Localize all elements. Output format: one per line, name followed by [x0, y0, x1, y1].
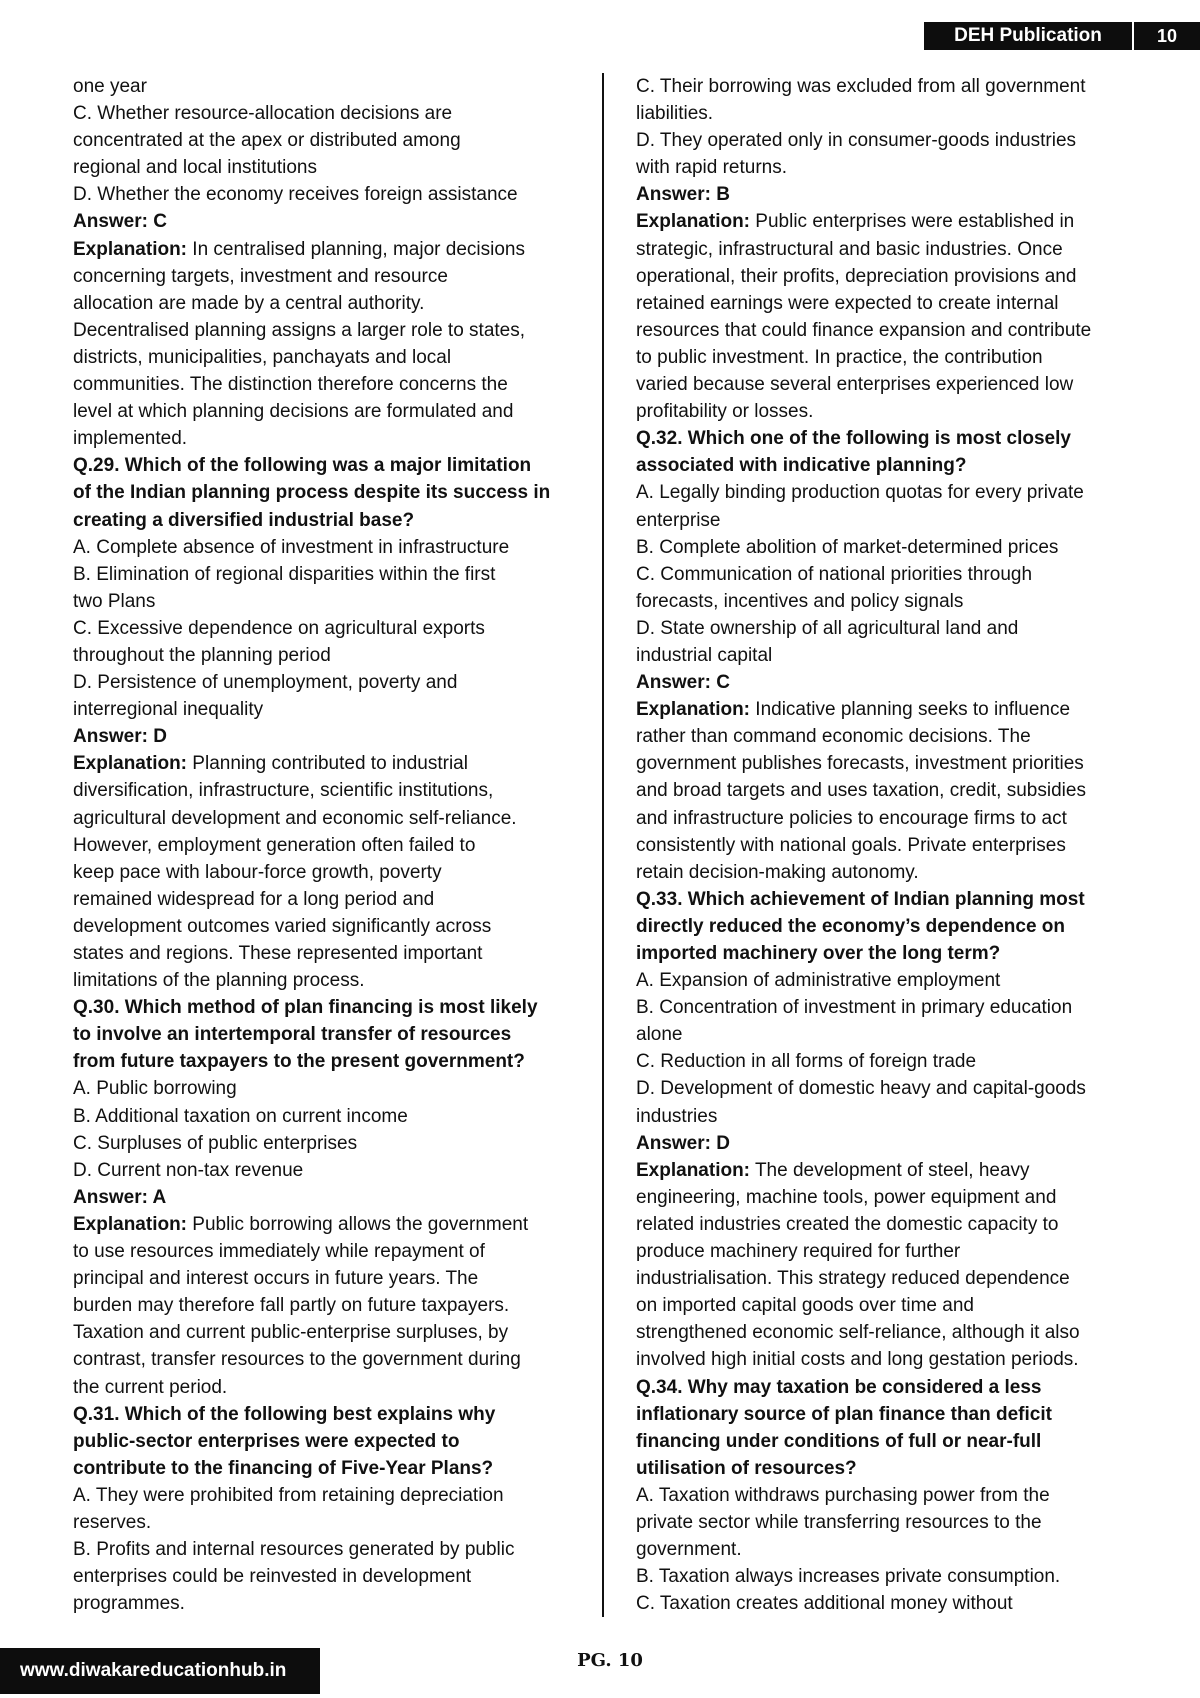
text-line: concerning targets, investment and resource — [73, 265, 448, 287]
text-line: agricultural development and economic self-reliance. — [73, 807, 517, 829]
text-line: level at which planning decisions are formulated and — [73, 401, 514, 423]
text-line: D. Development of domestic heavy and capital-goods — [636, 1078, 1086, 1100]
text-line: C. Whether resource-allocation decisions are — [73, 103, 453, 125]
publication-label: DEH Publication — [924, 22, 1132, 50]
text-line: B. Complete abolition of market-determined prices — [636, 536, 1059, 558]
text-line: C. Taxation creates additional money without — [636, 1593, 1013, 1615]
text-line: inflationary source of plan finance than deficit — [636, 1403, 1052, 1425]
text-line: involved high initial costs and long gestation periods. — [636, 1349, 1079, 1371]
text-line: profitability or losses. — [636, 401, 814, 423]
text-line: states and regions. These represented important — [73, 943, 483, 964]
text-line: public-sector enterprises were expected to — [73, 1430, 460, 1452]
text-line: liabilities. — [636, 103, 714, 125]
text-line: communities. The distinction therefore concerns the — [73, 374, 508, 396]
text-line: B. Concentration of investment in primary education — [636, 997, 1073, 1019]
text-line: C. Their borrowing was excluded from all government — [636, 76, 1086, 97]
text-line: burden may therefore fall partly on future taxpayers. — [73, 1295, 510, 1317]
text-line: to public investment. In practice, the contribution — [636, 346, 1043, 368]
explanation-text: Planning contributed to industrial — [187, 753, 468, 775]
text-line: Answer: D — [73, 726, 167, 748]
text-line: C. Surpluses of public enterprises — [73, 1132, 358, 1154]
explanation-text: Indicative planning seeks to influence — [750, 699, 1071, 721]
text-line: A. Taxation withdraws purchasing power from the — [636, 1484, 1050, 1506]
text-line: strengthened economic self-reliance, although it also — [636, 1322, 1080, 1344]
text-line: Decentralised planning assigns a larger role to states, — [73, 319, 526, 341]
text-line: keep pace with labour-force growth, poverty — [73, 861, 442, 883]
text-line: A. Expansion of administrative employment — [636, 970, 1001, 992]
text-line: Q.32. Which one of the following is most closely — [636, 428, 1071, 450]
text-line: alone — [636, 1024, 683, 1046]
text-line: Q.31. Which of the following best explains why — [73, 1403, 496, 1425]
text-line: allocation are made by a central authority. — [73, 292, 425, 314]
text-line: C. Reduction in all forms of foreign trade — [636, 1051, 977, 1073]
text-line: enterprise — [636, 509, 721, 531]
text-line: reserves. — [73, 1511, 152, 1533]
text-line: to use resources immediately while repayment of — [73, 1241, 485, 1263]
text-line: Answer: A — [73, 1186, 167, 1208]
text-line: the current period. — [73, 1376, 228, 1398]
footer-page-label: PG. 10 — [577, 1650, 643, 1671]
text-line: B. Additional taxation on current income — [73, 1105, 408, 1127]
text-line: operational, their profits, depreciation provisions and — [636, 265, 1077, 287]
explanation-label: Explanation: — [73, 238, 188, 260]
text-line: throughout the planning period — [73, 644, 331, 666]
text-line: two Plans — [73, 590, 156, 612]
text-line: associated with indicative planning? — [636, 455, 967, 477]
text-line: industrial capital — [636, 644, 773, 666]
page-number-badge: 10 — [1134, 22, 1200, 50]
text-line: with rapid returns. — [636, 157, 788, 179]
text-line: contrast, transfer resources to the government during — [73, 1349, 521, 1371]
text-line: resources that could finance expansion and contribute — [636, 319, 1092, 341]
text-line — [636, 1157, 1136, 1184]
text-line: strategic, infrastructural and basic industries. Once — [636, 238, 1063, 260]
text-line: A. Public borrowing — [73, 1078, 237, 1100]
text-line: districts, municipalities, panchayats and local — [73, 346, 452, 368]
text-line: produce machinery required for further — [636, 1241, 961, 1263]
text-line: Taxation and current public-enterprise surpluses, by — [73, 1322, 509, 1344]
text-line: imported machinery over the long term? — [636, 943, 1001, 964]
text-line: directly reduced the economy’s dependence on — [636, 915, 1066, 937]
right-column — [636, 73, 1136, 1617]
text-line: programmes. — [73, 1593, 185, 1615]
explanation-label: Explanation: — [636, 211, 751, 233]
text-line: However, employment generation often failed to — [73, 834, 476, 856]
text-line: from future taxpayers to the present government? — [73, 1051, 525, 1073]
website-link[interactable]: www.diwakareducationhub.in — [0, 1648, 320, 1694]
text-line: financing under conditions of full or near-full — [636, 1430, 1042, 1452]
explanation-label: Explanation: — [73, 753, 188, 775]
text-line: interregional inequality — [73, 699, 264, 721]
column-divider — [602, 73, 604, 1617]
text-line: related industries created the domestic capacity to — [636, 1213, 1059, 1235]
text-line — [636, 208, 1136, 235]
text-line: Q.33. Which achievement of Indian planning most — [636, 888, 1085, 910]
text-line: A. Complete absence of investment in infrastructure — [73, 536, 510, 558]
text-line: Q.29. Which of the following was a major limitation — [73, 455, 532, 477]
text-line: Q.30. Which method of plan financing is most likely — [73, 997, 538, 1019]
text-line: of the Indian planning process despite its success in — [73, 482, 551, 504]
explanation-label: Explanation: — [73, 1213, 188, 1235]
text-line: implemented. — [73, 428, 188, 450]
explanation-label: Explanation: — [636, 699, 751, 721]
text-line: limitations of the planning process. — [73, 970, 365, 992]
text-line: remained widespread for a long period and — [73, 888, 435, 910]
explanation-text: In centralised planning, major decisions — [187, 238, 525, 260]
text-line: industries — [636, 1105, 718, 1127]
text-line: D. State ownership of all agricultural land and — [636, 617, 1019, 639]
text-line: Answer: D — [636, 1132, 730, 1154]
text-line: B. Profits and internal resources generated by public — [73, 1539, 515, 1561]
text-line: retain decision-making autonomy. — [636, 861, 919, 883]
text-line: regional and local institutions — [73, 157, 317, 179]
text-line: utilisation of resources? — [636, 1457, 857, 1479]
text-line: and broad targets and uses taxation, credit, subsidies — [636, 780, 1086, 802]
text-line: forecasts, incentives and policy signals — [636, 590, 964, 612]
text-line — [73, 750, 565, 777]
explanation-text: Public enterprises were established in — [750, 211, 1075, 233]
text-line: D. They operated only in consumer-goods industries — [636, 130, 1077, 152]
text-line: C. Communication of national priorities through — [636, 563, 1033, 585]
text-line: B. Elimination of regional disparities within the first — [73, 563, 496, 585]
text-line: and infrastructure policies to encourage firms to act — [636, 807, 1067, 829]
text-line: rather than command economic decisions. The — [636, 726, 1031, 748]
text-line: government. — [636, 1539, 742, 1561]
text-line: to involve an intertemporal transfer of resources — [73, 1024, 512, 1046]
text-line: D. Persistence of unemployment, poverty and — [73, 672, 458, 694]
text-line: concentrated at the apex or distributed among — [73, 130, 461, 152]
text-line: D. Current non-tax revenue — [73, 1159, 304, 1181]
text-line: on imported capital goods over time and — [636, 1295, 974, 1317]
text-line: retained earnings were expected to create internal — [636, 292, 1059, 314]
text-line: Answer: B — [636, 184, 730, 206]
text-line: varied because several enterprises experienced low — [636, 374, 1074, 396]
text-line: private sector while transferring resources to the — [636, 1511, 1042, 1533]
text-line: contribute to the financing of Five-Year Plans? — [73, 1457, 494, 1479]
text-line: Q.34. Why may taxation be considered a less — [636, 1376, 1042, 1398]
text-line — [73, 1211, 565, 1238]
text-line: C. Excessive dependence on agricultural exports — [73, 617, 485, 639]
text-line: consistently with national goals. Private enterprises — [636, 834, 1066, 856]
text-line: industrialisation. This strategy reduced dependence — [636, 1268, 1070, 1290]
text-line: A. Legally binding production quotas for every private — [636, 482, 1084, 504]
explanation-label: Explanation: — [636, 1159, 751, 1181]
text-line: Answer: C — [636, 672, 730, 694]
text-line: engineering, machine tools, power equipment and — [636, 1186, 1057, 1208]
text-line: A. They were prohibited from retaining depreciation — [73, 1484, 504, 1506]
text-line: D. Whether the economy receives foreign assistance — [73, 184, 518, 206]
left-column — [73, 73, 565, 1617]
text-line: one year — [73, 76, 147, 97]
explanation-text: The development of steel, heavy — [750, 1159, 1030, 1181]
text-line: diversification, infrastructure, scientific institutions, — [73, 780, 494, 802]
text-line: principal and interest occurs in future years. The — [73, 1268, 479, 1290]
explanation-text: Public borrowing allows the government — [187, 1213, 529, 1235]
text-line: enterprises could be reinvested in development — [73, 1566, 472, 1588]
text-line: government publishes forecasts, investment priorities — [636, 753, 1084, 775]
text-line: B. Taxation always increases private consumption. — [636, 1566, 1061, 1588]
text-line: creating a diversified industrial base? — [73, 509, 415, 531]
text-line: development outcomes varied significantly across — [73, 915, 492, 937]
text-line — [73, 236, 565, 263]
text-line: Answer: C — [73, 211, 167, 233]
text-line — [636, 696, 1136, 723]
